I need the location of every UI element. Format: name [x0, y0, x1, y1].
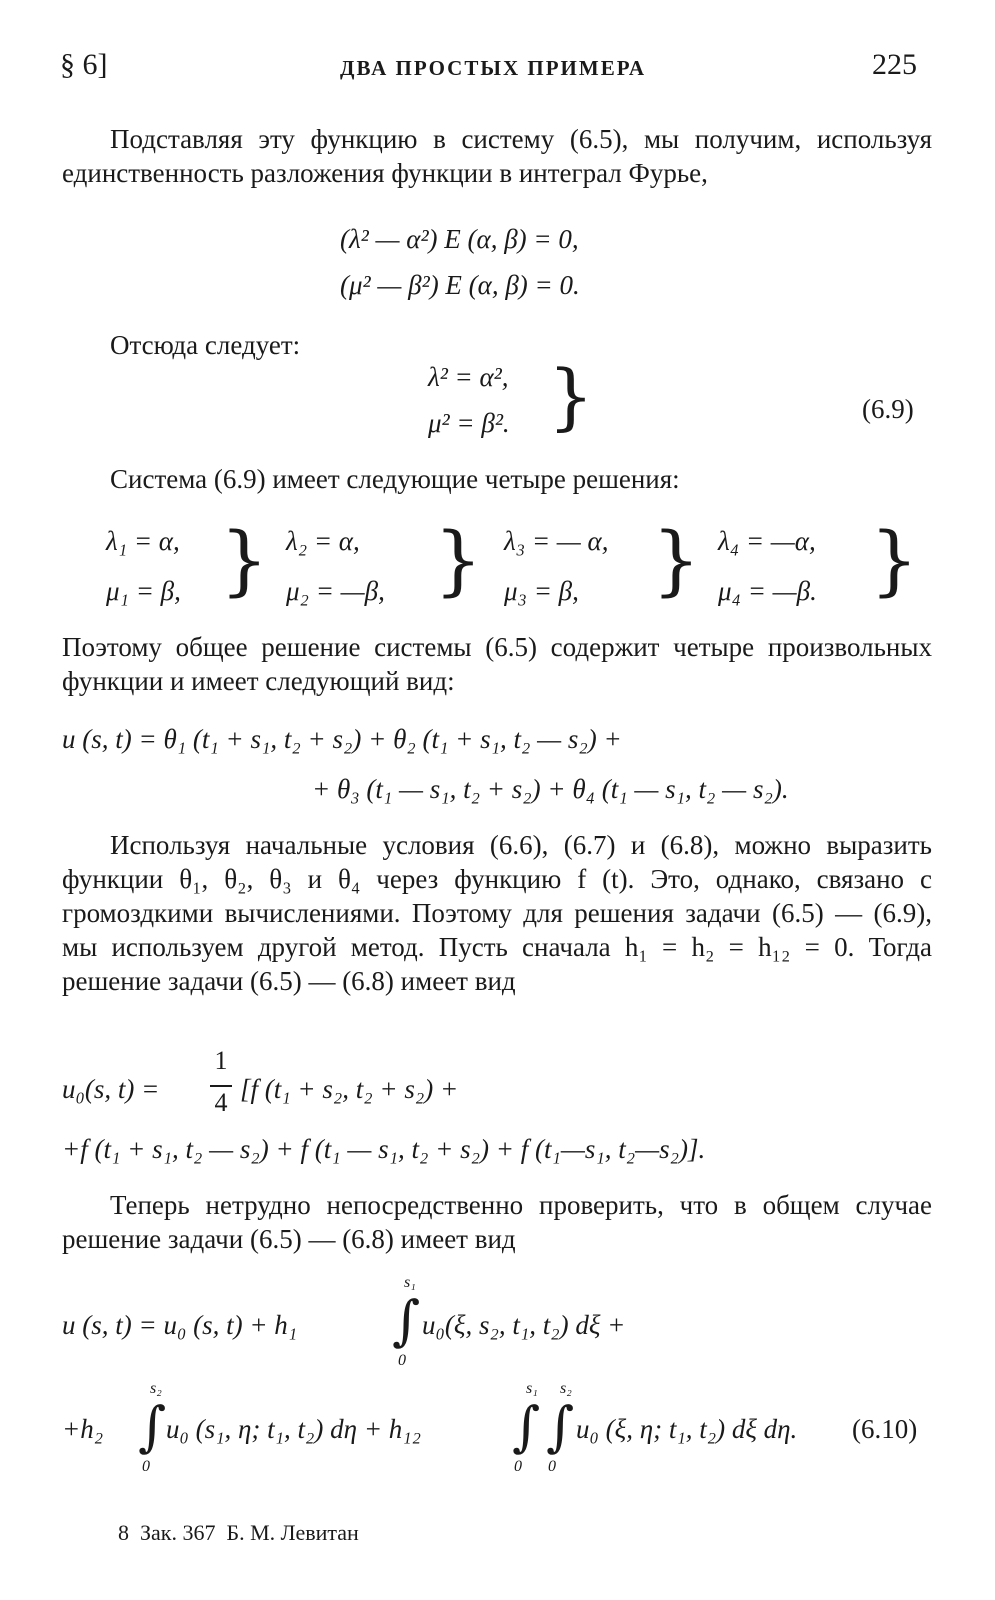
integral-lower-limit: 0: [142, 1458, 150, 1475]
integral-lower-limit: 0: [398, 1352, 406, 1369]
equation-69-line-1: λ² = α²,: [428, 362, 509, 392]
integral-upper-limit: s₁: [526, 1380, 538, 1397]
paragraph-3: Система (6.9) имеет следующие четыре решения:: [110, 464, 680, 494]
solution-2-mu: μ₂ = —β,: [286, 576, 385, 606]
fraction-bar: [210, 1085, 232, 1087]
integral-sign-icon: ∫: [138, 1395, 167, 1458]
equation-u0-right: [f (t₁ + s₂, t₂ + s₂) +: [240, 1074, 459, 1104]
print-footer: 8 Зак. 367 Б. М. Левитан: [118, 1520, 359, 1545]
equation-e-1: (λ² — α²) E (α, β) = 0,: [340, 224, 579, 254]
equation-number-610: (6.10): [852, 1414, 918, 1444]
equation-number-69: (6.9): [862, 394, 914, 424]
equation-610-line-1-right: u₀(ξ, s₂, t₁, t₂) dξ +: [422, 1310, 626, 1340]
solution-3-mu: μ₃ = β,: [504, 576, 579, 606]
running-title: ДВА ПРОСТЫХ ПРИМЕРА: [340, 56, 647, 80]
equation-e-2: (μ² — β²) E (α, β) = 0.: [340, 270, 580, 300]
equation-69-line-2: μ² = β².: [428, 408, 510, 438]
paragraph-4: Поэтому общее решение системы (6.5) содержит четыре произвольных функции и имеет следующий вид:: [62, 632, 932, 696]
equation-610-line-2-a: +h₂: [62, 1414, 104, 1444]
equation-610-line-2-c: u₀ (ξ, η; t₁, t₂) dξ dη.: [576, 1414, 798, 1444]
solution-3-lambda: λ₃ = — α,: [504, 526, 609, 556]
integral-upper-limit: s₂: [150, 1380, 162, 1397]
solution-4-mu: μ₄ = —β.: [718, 576, 817, 606]
integral-sign-icon: ∫: [546, 1395, 575, 1458]
solution-4-lambda: λ₄ = —α,: [718, 526, 816, 556]
equation-610-line-2-b: u₀ (s₁, η; t₁, t₂) dη + h₁₂: [166, 1414, 422, 1444]
equation-u0-line-2: +f (t₁ + s₁, t₂ — s₂) + f (t₁ — s₁, t₂ + s₂) + f (t₁—s₁, t₂—s₂)].: [62, 1134, 706, 1164]
equation-u-line-1: u (s, t) = θ₁ (t₁ + s₁, t₂ + s₂) + θ₂ (t₁ + s₁, t₂ — s₂) +: [62, 724, 622, 754]
right-brace-icon: }: [652, 515, 701, 604]
solution-2-lambda: λ₂ = α,: [286, 526, 360, 556]
integral-sign-icon: ∫: [512, 1395, 541, 1458]
integral-lower-limit: 0: [514, 1458, 522, 1475]
equation-610-line-1-left: u (s, t) = u₀ (s, t) + h₁: [62, 1310, 298, 1340]
fraction-numerator: 1: [214, 1046, 228, 1075]
section-marker: § 6]: [60, 48, 108, 81]
solution-1-mu: μ₁ = β,: [106, 576, 181, 606]
equation-u0-left: u₀(s, t) =: [62, 1074, 160, 1104]
integral-upper-limit: s₁: [404, 1274, 416, 1291]
paragraph-5: Используя начальные условия (6.6), (6.7) и (6.8), можно выразить функции θ₁, θ₂, θ₃ и θ₄ через функцию f (t). Это, однако, связано с громоздкими вычислениями. Поэтому для решения задачи (6.5) — (6.9), мы используем другой метод. Пусть сначала h₁ = h₂ = h₁₂ = 0. Тогда решение задачи (6.5) — (6.8) имеет вид: [62, 830, 932, 996]
paragraph-6: Теперь нетрудно непосредственно проверить, что в общем случае решение задачи (6.5) — (6.8) имеет вид: [62, 1190, 932, 1254]
paragraph-2: Отсюда следует:: [110, 330, 301, 360]
right-brace-icon: }: [220, 515, 269, 604]
right-brace-icon: }: [434, 515, 483, 604]
integral-upper-limit: s₂: [560, 1380, 572, 1397]
paragraph-1: Подставляя эту функцию в систему (6.5), мы получим, используя единственность разложения функции в интеграл Фурье,: [62, 124, 932, 188]
equation-u-line-2: + θ₃ (t₁ — s₁, t₂ + s₂) + θ₄ (t₁ — s₁, t₂ — s₂).: [312, 774, 789, 804]
right-brace-icon: }: [548, 354, 594, 438]
integral-sign-icon: ∫: [392, 1289, 421, 1352]
integral-lower-limit: 0: [548, 1458, 556, 1475]
solution-1-lambda: λ₁ = α,: [106, 526, 180, 556]
fraction-denominator: 4: [214, 1088, 228, 1117]
right-brace-icon: }: [870, 515, 919, 604]
page-number: 225: [872, 48, 917, 81]
